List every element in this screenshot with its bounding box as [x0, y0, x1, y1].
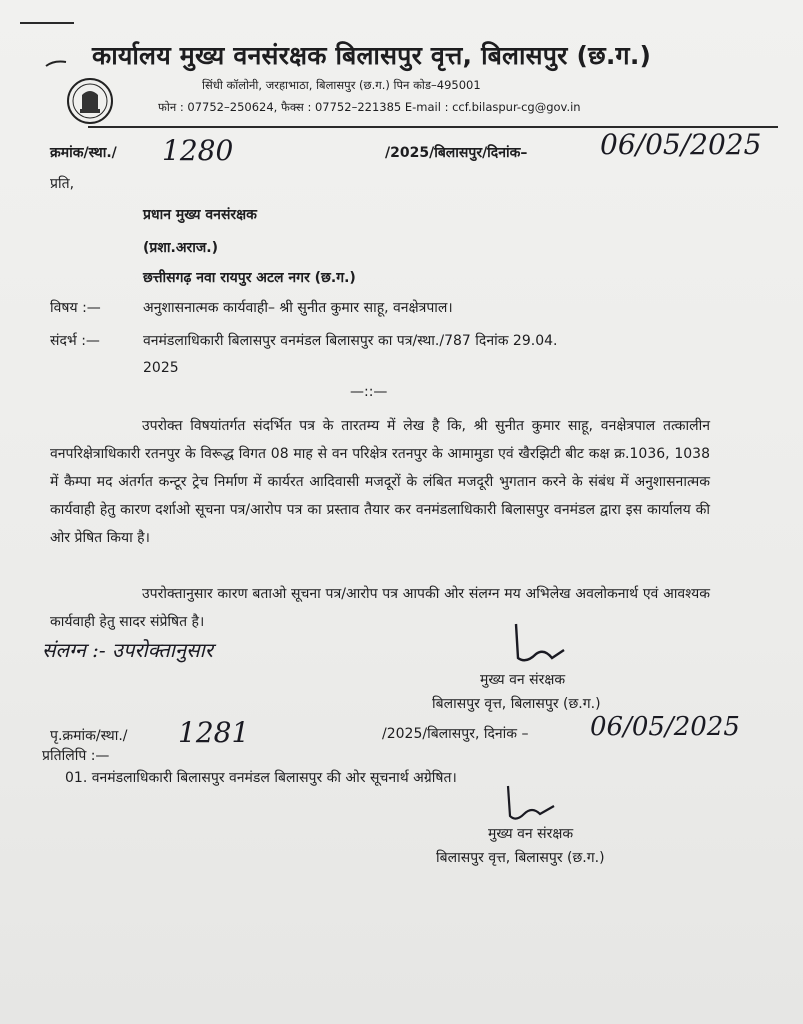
signature-1-icon: [508, 620, 568, 666]
signature-2-title: मुख्य वन संरक्षक: [488, 826, 574, 842]
body-paragraph-1: [50, 412, 710, 552]
signature-2-icon: [500, 784, 560, 824]
endorsement-date-line: /2025/बिलासपुर, दिनांक –: [382, 726, 529, 742]
endorsement-kramank-label: पृ.क्रमांक/स्था./: [50, 728, 128, 744]
copy-label: प्रतिलिपि :—: [42, 748, 110, 764]
body-paragraph-2-text: उपरोक्तानुसार कारण बताओ सूचना पत्र/आरोप पत्र आपकी ओर संलग्न मय अभिलेख अवलोकनार्थ एवं आवश्यक कार्यवाही हेतु सादर संप्रेषित है।: [50, 586, 710, 630]
signature-2-office: बिलासपुर वृत्त, बिलासपुर (छ.ग.): [436, 850, 605, 866]
recipient-line3: छत्तीसगढ़ नवा रायपुर अटल नगर (छ.ग.): [143, 270, 356, 286]
reference-text-line2: 2025: [143, 360, 179, 376]
kramank-label: क्रमांक/स्था./: [50, 145, 117, 161]
date-handwritten: 06/05/2025: [600, 128, 762, 161]
date-line: /2025/बिलासपुर/दिनांक–: [385, 145, 528, 161]
endorsement-date-handwritten: 06/05/2025: [590, 712, 740, 742]
endorsement-number-handwritten: 1281: [178, 716, 250, 749]
separator: —::—: [350, 384, 388, 400]
reference-label: संदर्भ :—: [50, 333, 100, 349]
body-paragraph-1-text: उपरोक्त विषयांतर्गत संदर्भित पत्र के तारतम्य में लेख है कि, श्री सुनीत कुमार साहू, वनक्षेत्रपाल तत्कालीन वनपरिक्षेत्राधिकारी रतनपुर के विरूद्ध विगत 08 माह से वन परिक्षेत्र रतनपुर के आमामुडा एवं खैरझिटी बीट कक्ष क्र.1036, 1038 में कैम्पा मद अंतर्गत कन्टूर ट्रेच निर्माण में कार्यरत आदिवासी मजदूरों के लंबित मजदूरी भुगतान करने के संबंध में अनुशासनात्मक कार्यवाही हेतु कारण दर्शाओ सूचना पत्र/आरोप पत्र का प्रस्ताव तैयार कर वनमंडलाधिकारी बिलासपुर वनमंडल द्वारा इस कार्यालय की ओर प्रेषित किया है।: [50, 418, 710, 546]
subject-text: अनुशासनात्मक कार्यवाही– श्री सुनीत कुमार साहू, वनक्षेत्रपाल।: [143, 300, 453, 316]
enclosure-handwritten: संलग्न :- उपरोक्तानुसार: [42, 638, 213, 662]
signature-1-title: मुख्य वन संरक्षक: [480, 672, 566, 688]
recipient-line2: (प्रशा.अराज.): [143, 240, 218, 256]
stray-pen-mark: [44, 56, 70, 70]
letterhead-title: कार्यालय मुख्य वनसंरक्षक बिलासपुर वृत्त, बिलासपुर (छ.ग.): [92, 41, 652, 70]
signature-1-office: बिलासपुर वृत्त, बिलासपुर (छ.ग.): [432, 696, 601, 712]
reference-text-line1: वनमंडलाधिकारी बिलासपुर वनमंडल बिलासपुर का पत्र/स्था./787 दिनांक 29.04.: [143, 333, 558, 349]
kramank-number-handwritten: 1280: [162, 134, 234, 167]
stray-mark: [20, 22, 74, 24]
subject-label: विषय :—: [50, 300, 101, 316]
letterhead-contact: फोन : 07752–250624, फैक्स : 07752–221385 E-mail : ccf.bilaspur-cg@gov.in: [158, 100, 581, 114]
body-paragraph-2: [50, 580, 710, 636]
recipient-line1: प्रधान मुख्य वनसंरक्षक: [143, 207, 257, 223]
emblem-icon: [66, 77, 114, 125]
letterhead-address: सिंधी कॉलोनी, जरहाभाठा, बिलासपुर (छ.ग.) पिन कोड–495001: [202, 78, 481, 92]
copy-item: 01. वनमंडलाधिकारी बिलासपुर वनमंडल बिलासपुर की ओर सूचनार्थ अग्रेषित।: [65, 770, 457, 786]
prati-label: प्रति,: [50, 176, 75, 192]
